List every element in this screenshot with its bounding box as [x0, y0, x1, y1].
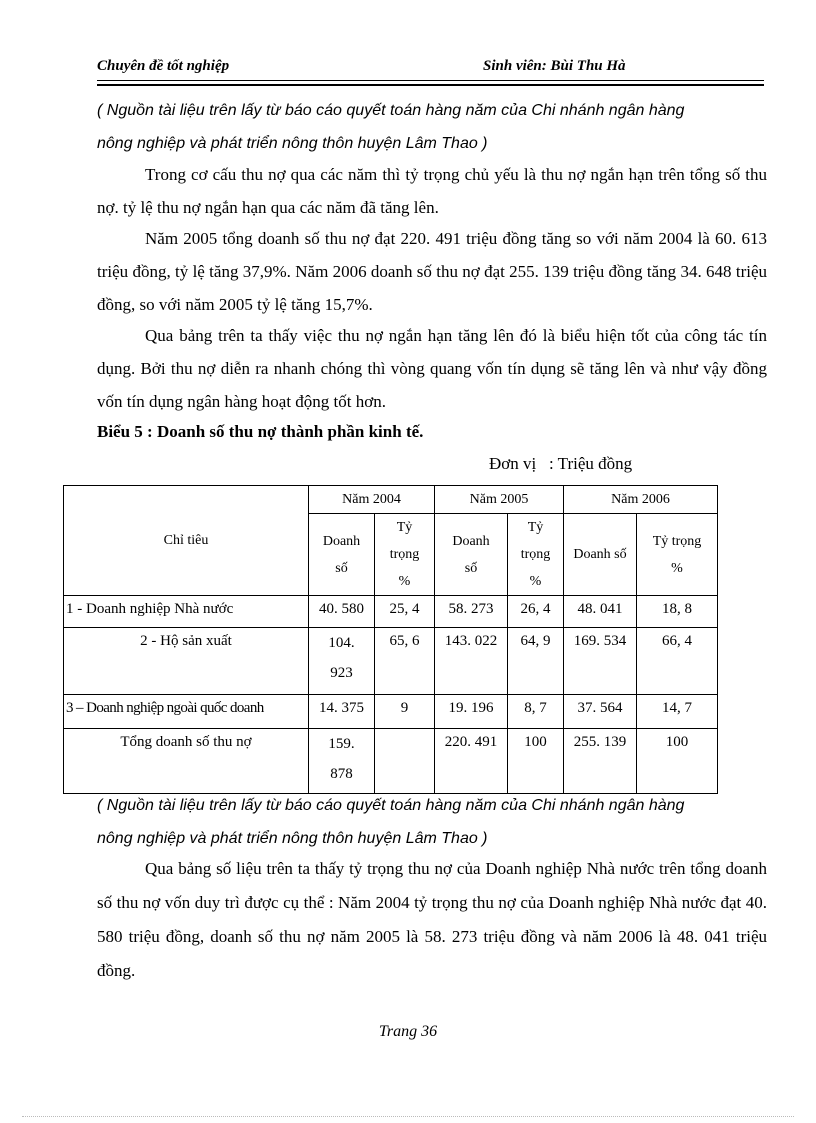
page-bottom-border	[22, 1116, 794, 1117]
cell-ds2004-line2: 923	[330, 665, 353, 681]
cell-ds2006: 37. 564	[564, 695, 637, 729]
cell-tt2004: 9	[375, 695, 435, 729]
header-year-2006: Năm 2006	[564, 486, 718, 514]
cell-tt2004: 65, 6	[375, 628, 435, 695]
cell-tt2006: 66, 4	[637, 628, 718, 695]
cell-ds2005: 143. 022	[435, 628, 508, 695]
table-row-total	[64, 729, 718, 794]
paragraph-1	[97, 158, 767, 224]
debt-collection-table	[63, 485, 718, 794]
row-name: 1 - Doanh nghiệp Nhà nước	[64, 596, 309, 628]
cell-ds2004-line1: 159.	[328, 736, 355, 752]
cell-ds2004-line1: 104.	[328, 635, 355, 651]
row-name: Tổng doanh số thu nợ	[64, 729, 309, 794]
header-ds-text: số	[464, 560, 478, 576]
cell-ds2006: 169. 534	[564, 628, 637, 695]
unit-label: Đơn vị : Triệu đồng	[489, 454, 633, 473]
header-tt-text: trọng	[389, 547, 420, 562]
header-doanh-so-2006: Doanh số	[564, 514, 637, 596]
cell-tt2004	[375, 729, 435, 794]
header-ty-trong-2005	[508, 514, 564, 596]
header-ty-trong-2006	[637, 514, 718, 596]
cell-ds2005: 220. 491	[435, 729, 508, 794]
paragraph-2-text: Năm 2005 tổng doanh số thu nợ đạt 220. 491 triệu đồng tăng so với năm 2004 là 60. 613 triệu đồng, tỷ lệ tăng 37,9%. Năm 2006 doanh số thu nợ đạt 255. 139 triệu đồng tăng 34. 648 triệu đồng, so với năm 2005 tỷ lệ tăng 15,7%.	[97, 229, 767, 314]
header-year-2004: Năm 2004	[309, 486, 435, 514]
cell-tt2004: 25, 4	[375, 596, 435, 628]
cell-tt2005: 100	[508, 729, 564, 794]
source-note-top-line2: nông nghiệp và phát triển nông thôn huyện Lâm Thao )	[97, 135, 488, 152]
header-tt-text: %	[529, 574, 542, 589]
row-name: 3 – Doanh nghiệp ngoài quốc doanh	[64, 695, 309, 729]
table-row	[64, 695, 718, 729]
source-note-top	[97, 94, 767, 160]
source-note-top-line1: ( Nguồn tài liệu trên lấy từ báo cáo quyết toán hàng năm của Chi nhánh ngân hàng	[97, 102, 685, 119]
header-ds-text: số	[335, 560, 348, 576]
paragraph-1-text: Trong cơ cấu thu nợ qua các năm thì tỷ trọng chủ yếu là thu nợ ngắn hạn trên tổng số thu nợ. tỷ lệ thu nợ ngắn hạn qua các năm đã tăng lên.	[97, 165, 767, 217]
cell-tt2005: 8, 7	[508, 695, 564, 729]
cell-ds2005: 19. 196	[435, 695, 508, 729]
header-chi-tieu: Chỉ tiêu	[64, 486, 309, 596]
cell-tt2005: 64, 9	[508, 628, 564, 695]
cell-ds2006: 255. 139	[564, 729, 637, 794]
header-doanh-so-2005	[435, 514, 508, 596]
cell-ds2004	[309, 729, 375, 794]
header-tt-text: Tỷ trọng	[652, 533, 702, 549]
header-rule-thin	[97, 80, 764, 81]
source-note-bottom-line1: ( Nguồn tài liệu trên lấy từ báo cáo quyết toán hàng năm của Chi nhánh ngân hàng	[97, 797, 685, 814]
header-ds-text: Doanh	[322, 533, 361, 549]
header-ty-trong-2004	[375, 514, 435, 596]
table-row	[64, 628, 718, 695]
cell-ds2005: 58. 273	[435, 596, 508, 628]
cell-tt2006: 18, 8	[637, 596, 718, 628]
cell-ds2004: 40. 580	[309, 596, 375, 628]
header-tt-text: Tỷ	[527, 520, 544, 535]
header-tt-text: %	[398, 574, 411, 589]
header-tt-text: trọng	[520, 547, 551, 562]
paragraph-3	[97, 319, 767, 418]
paragraph-2	[97, 222, 767, 321]
header-left-title: Chuyên đề tốt nghiệp	[97, 58, 230, 74]
paragraph-4	[97, 852, 767, 988]
page-number: Trang 36	[378, 1023, 438, 1040]
header-tt-text: Tỷ	[396, 520, 413, 535]
header-author: Sinh viên: Bùi Thu Hà	[483, 58, 626, 74]
cell-ds2006: 48. 041	[564, 596, 637, 628]
header-ds-text: Doanh	[452, 533, 490, 549]
paragraph-3-text: Qua bảng trên ta thấy việc thu nợ ngắn hạn tăng lên đó là biểu hiện tốt của công tác tín dụng. Bởi thu nợ diễn ra nhanh chóng thì vòng quang vốn tín dụng sẽ tăng lên và như vậy đồng vốn tín dụng ngân hàng hoạt động tốt hơn.	[97, 326, 767, 411]
header-year-2005: Năm 2005	[435, 486, 564, 514]
cell-ds2004	[309, 628, 375, 695]
table-header-row-years	[64, 486, 718, 514]
row-name: 2 - Hộ sản xuất	[64, 628, 309, 695]
header-doanh-so-2004	[309, 514, 375, 596]
table-title: Biểu 5 : Doanh số thu nợ thành phần kinh tế.	[97, 422, 424, 441]
header-rule-thick	[97, 84, 764, 86]
cell-tt2006: 100	[637, 729, 718, 794]
cell-ds2004: 14. 375	[309, 695, 375, 729]
cell-tt2006: 14, 7	[637, 695, 718, 729]
table-row	[64, 596, 718, 628]
cell-tt2005: 26, 4	[508, 596, 564, 628]
cell-ds2004-line2: 878	[330, 766, 353, 782]
source-note-bottom	[97, 789, 767, 855]
header-tt-text: %	[671, 560, 683, 576]
paragraph-4-text: Qua bảng số liệu trên ta thấy tỷ trọng thu nợ của Doanh nghiệp Nhà nước trên tổng doanh số thu nợ vốn duy trì được cụ thể : Năm 2004 tỷ trọng thu nợ của Doanh nghiệp Nhà nước đạt 40. 580 triệu đồng, doanh số thu nợ năm 2005 là 58. 273 triệu đồng và năm 2006 là 48. 041 triệu đồng.	[97, 859, 767, 980]
source-note-bottom-line2: nông nghiệp và phát triển nông thôn huyện Lâm Thao )	[97, 830, 488, 847]
